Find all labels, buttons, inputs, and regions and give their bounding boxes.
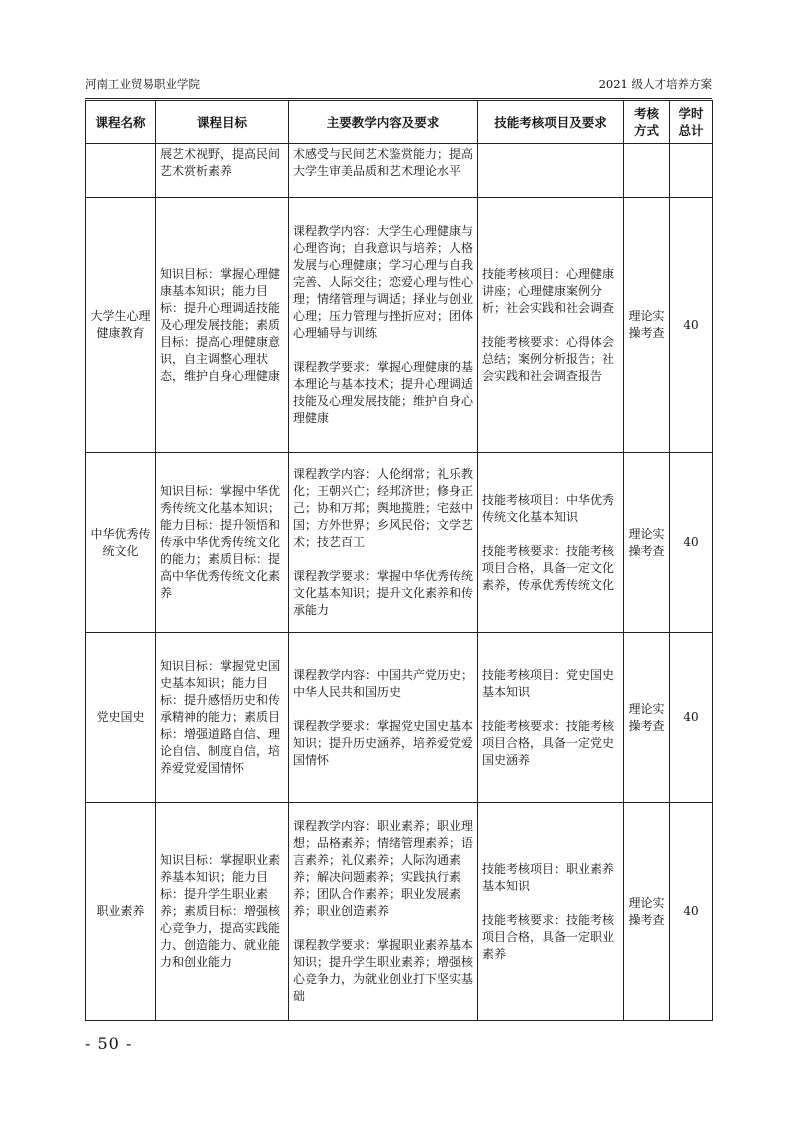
course-name: 党史国史 [86,633,156,803]
course-name: 中华优秀传统文化 [86,453,156,633]
table-row [86,453,713,633]
header-course-goal: 课程目标 [156,101,289,144]
course-content [289,633,478,803]
course-goal: 知识目标：掌握中华优秀传统文化基本知识；能力目标：提升领悟和传承中华优秀传统文化的能力；素质目标：提高中华优秀传统文化素养 [156,453,289,633]
header-main-content: 主要教学内容及要求 [289,101,478,144]
course-goal: 展艺术视野，提高民间艺术赏析素养 [156,144,289,198]
skill-items: 技能考核项目：心理健康讲座；心理健康案例分析；社会实践和社会调查 [482,266,615,315]
skill-requirements: 技能考核要求：技能考核项目合格，具备一定职业素养 [482,912,615,961]
content-requirement: 课程教学要求：掌握职业素养基本知识；提升学生职业素养；增强核心竞争力，为就业创业打下坚实基础 [293,938,474,1003]
course-method [624,144,670,198]
content-requirement: 课程教学要求：掌握党史国史基本知识；提升历史涵养，培养爱党爱国情怀 [293,718,474,767]
skill-requirements: 技能考核要求：技能考核项目合格，具备一定文化素养，传承优秀传统文化 [482,543,615,592]
course-skill [478,453,624,633]
page-header [85,74,712,96]
course-hours: 40 [670,453,713,633]
content-requirement: 课程教学要求：掌握心理健康的基本理论与基本技术；提升心理调适技能及心理发展技能；维护自身心理健康 [293,360,474,425]
table-header-row [86,101,713,144]
course-name: 职业素养 [86,803,156,1021]
skill-items: 技能考核项目：党史国史基本知识 [482,667,615,699]
course-hours [670,144,713,198]
course-name [86,144,156,198]
content-text: 课程教学内容：大学生心理健康与心理咨询；自我意识与培养；人格发展与心理健康；学习心理与自我完善、人际交往；恋爱心理与性心理；情绪管理与调适；择业与创业心理；压力管理与挫折应对；团体心理辅导与训练 [293,224,474,340]
course-content [289,803,478,1021]
course-name: 大学生心理健康教育 [86,198,156,453]
content-text: 课程教学内容：职业素养；职业理想；品格素养；情绪管理素养；语言素养；礼仪素养；人际沟通素养；解决问题素养；实践执行素养；团队合作素养；职业发展素养；职业创造素养 [293,819,474,918]
skill-items: 技能考核项目：中华优秀传统文化基本知识 [482,492,615,524]
content-text: 术感受与民间艺术鉴赏能力；提高大学生审美品质和艺术理论水平 [293,147,474,178]
course-method: 理论实操考查 [624,198,670,453]
course-hours: 40 [670,633,713,803]
header-assessment-method: 考核方式 [624,101,670,144]
header-total-hours: 学时总计 [670,101,713,144]
course-skill [478,198,624,453]
curriculum-table [85,100,713,1021]
course-content [289,198,478,453]
content-requirement: 课程教学要求：掌握中华优秀传统文化基本知识；提升文化素养和传承能力 [293,569,474,617]
skill-items: 技能考核项目：职业素养基本知识 [482,861,615,893]
table-row [86,633,713,803]
course-content [289,144,478,198]
header-school-name: 河南工业贸易职业学院 [85,77,200,91]
table-row [86,198,713,453]
content-text: 课程教学内容：中国共产党历史；中华人民共和国历史 [293,667,474,699]
content-text: 课程教学内容：人伦纲常；礼乐教化；王朝兴亡；经邦济世；修身正己；协和万邦；舆地揽胜；宅兹中国；方外世界；乡风民俗；文学艺术；技艺百工 [293,467,474,549]
course-skill [478,144,624,198]
header-skill-assessment: 技能考核项目及要求 [478,101,624,144]
course-content [289,453,478,633]
header-course-name: 课程名称 [86,101,156,144]
course-method: 理论实操考查 [624,633,670,803]
course-skill [478,803,624,1021]
course-method: 理论实操考查 [624,453,670,633]
header-document-title: 2021 级人才培养方案 [598,77,712,91]
skill-requirements: 技能考核要求：技能考核项目合格，具备一定党史国史涵养 [482,718,615,767]
course-method: 理论实操考查 [624,803,670,1021]
course-hours: 40 [670,198,713,453]
course-goal: 知识目标：掌握党史国史基本知识；能力目标：提升感悟历史和传承精神的能力；素质目标：增强道路自信、理论自信、制度自信，培养爱党爱国情怀 [156,633,289,803]
table-row [86,803,713,1021]
course-goal: 知识目标：掌握职业素养基本知识；能力目标：提升学生职业素养；素质目标：增强核心竞争力，提高实践能力、创造能力、就业能力和创业能力 [156,803,289,1021]
table-row [86,144,713,198]
page-number: - 50 - [85,1034,133,1053]
header-rule [85,98,712,99]
course-hours: 40 [670,803,713,1021]
course-skill [478,633,624,803]
course-goal: 知识目标：掌握心理健康基本知识；能力目标：提升心理调适技能及心理发展技能；素质目标：提高心理健康意识，自主调整心理状态，维护自身心理健康 [156,198,289,453]
skill-requirements: 技能考核要求：心得体会总结；案例分析报告；社会实践和社会调查报告 [482,334,615,383]
